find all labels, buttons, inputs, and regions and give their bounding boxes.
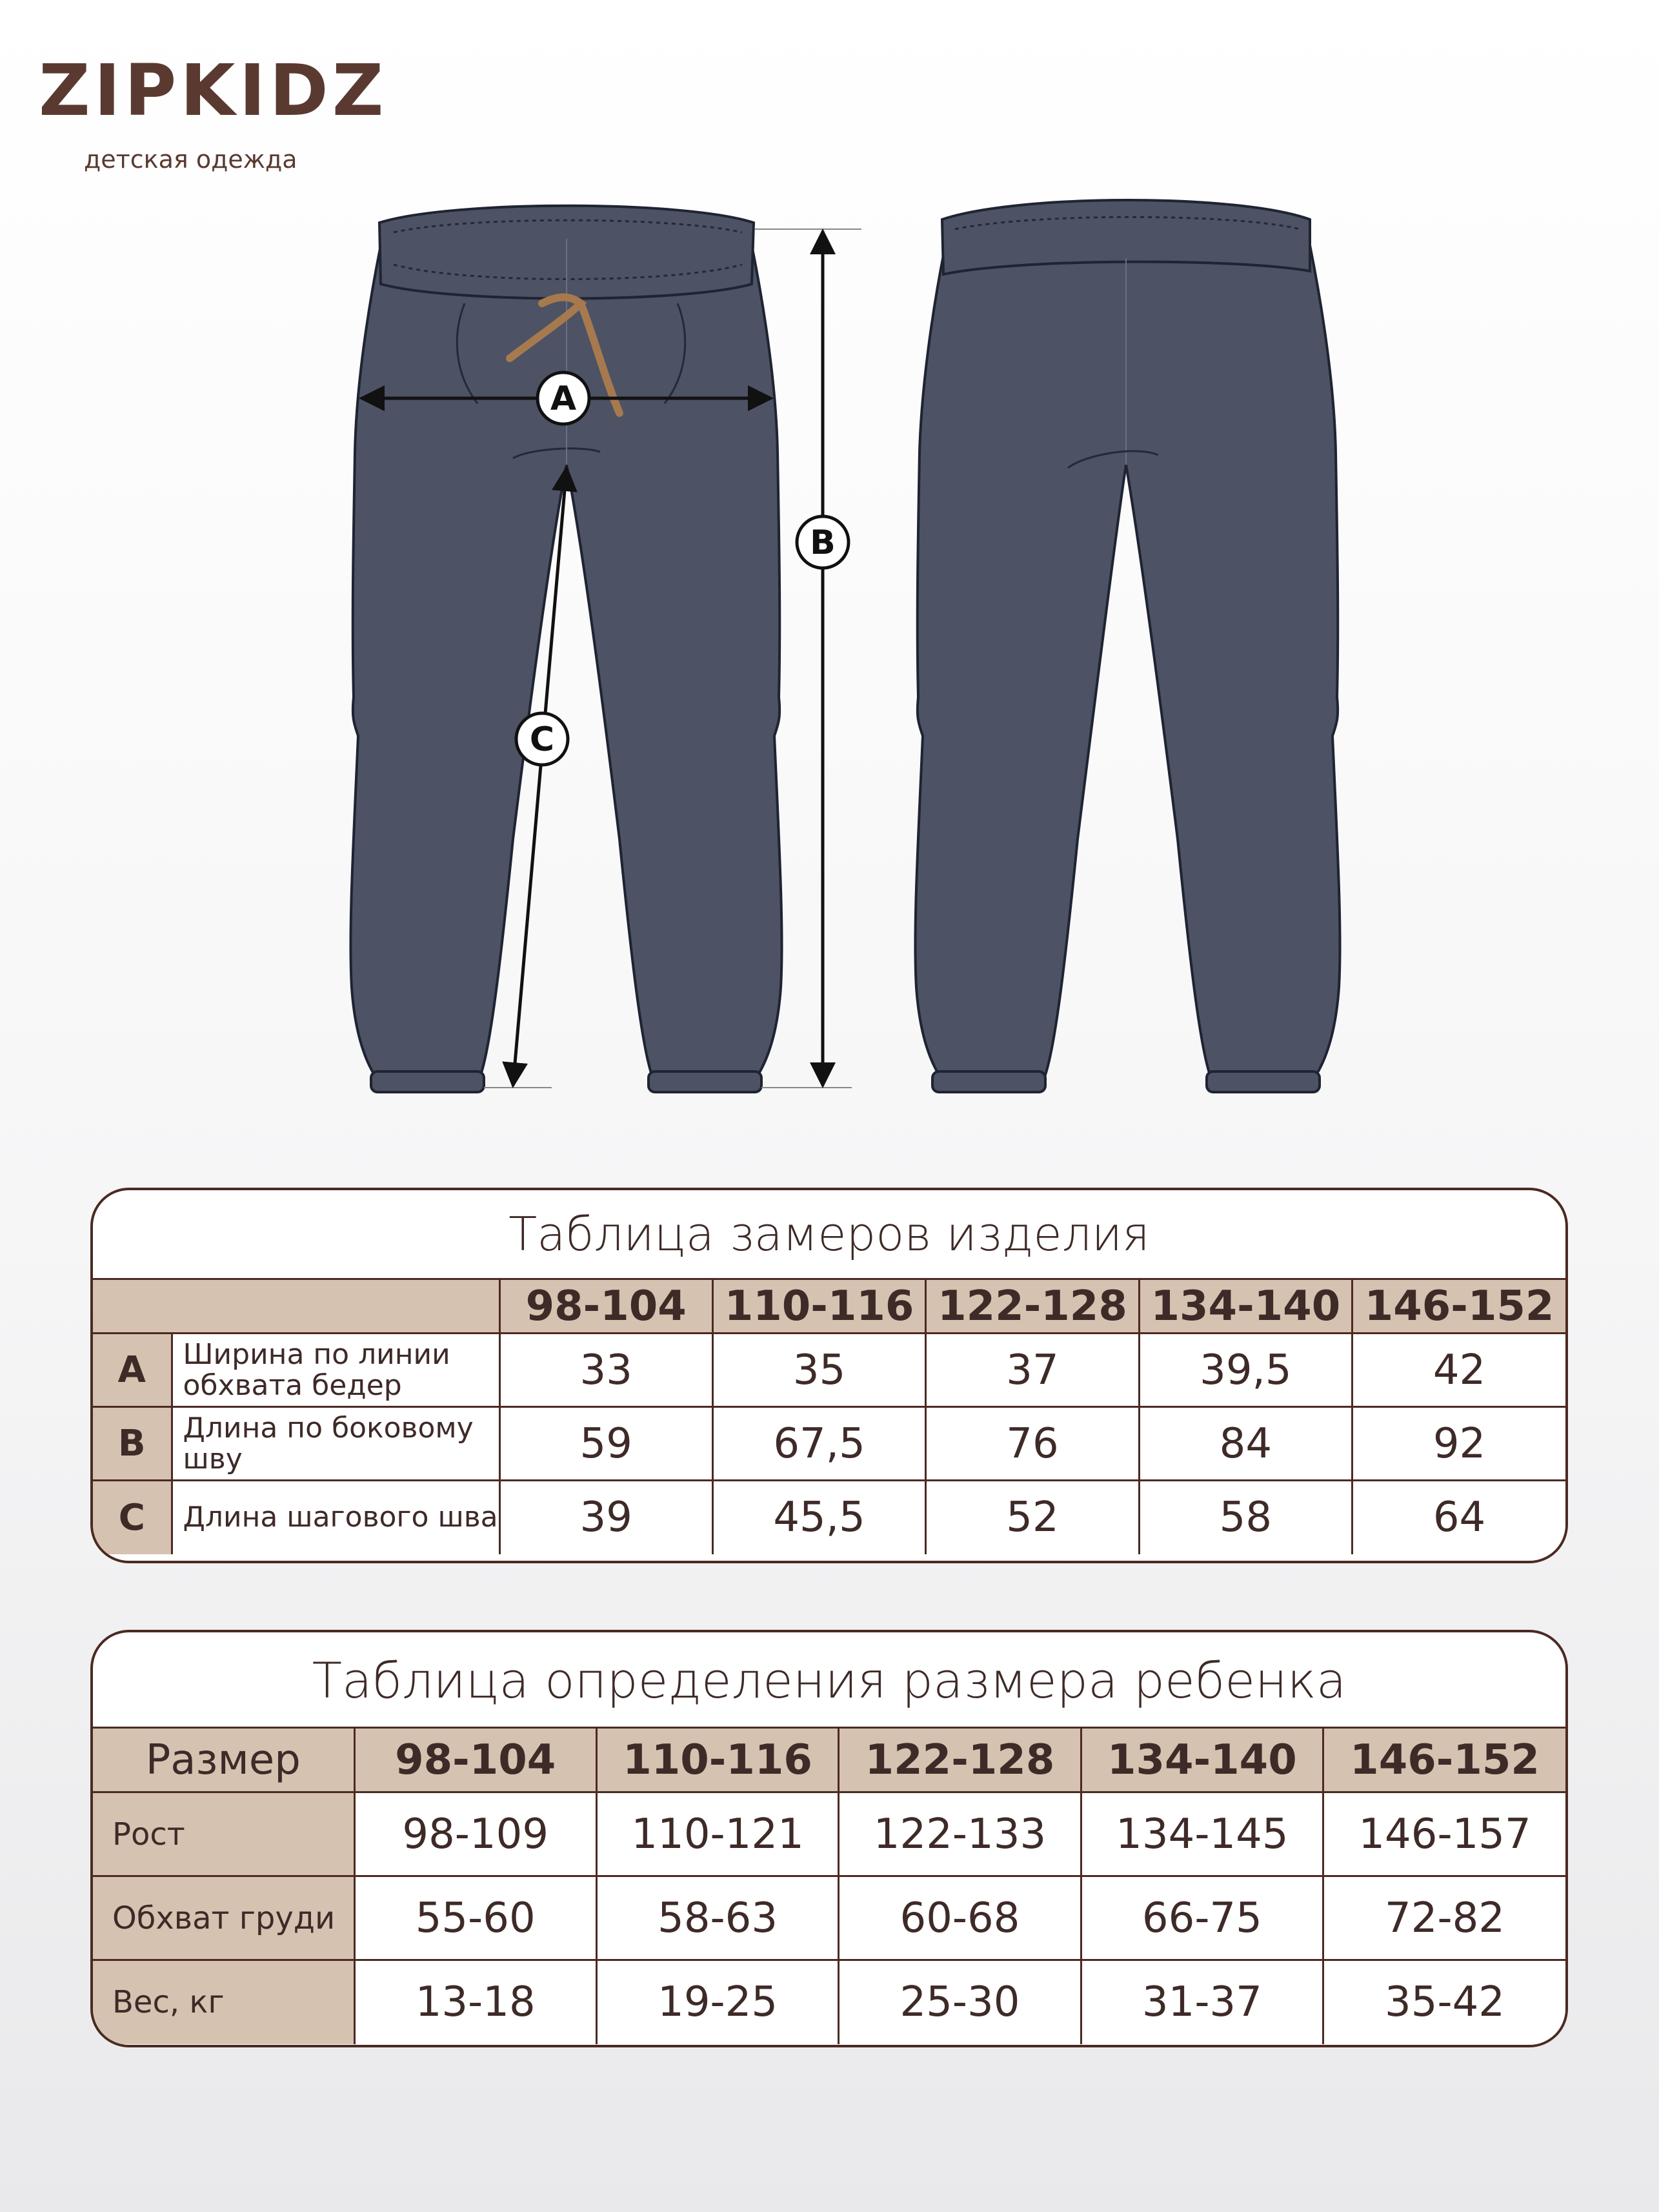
measurement-value: 67,5 [712,1407,925,1481]
measurement-value: 39 [499,1481,712,1554]
marker-a-label: A [550,380,577,418]
row-label: Обхват груди [93,1876,354,1960]
measurements-corner-cell [93,1279,499,1334]
table-row [93,1792,1565,1876]
size-value: 146-157 [1323,1792,1565,1876]
table-row [93,1481,1565,1554]
size-value: 60-68 [839,1876,1081,1960]
row-letter: C [93,1481,172,1554]
size-value: 98-109 [354,1792,596,1876]
brand-logo [39,49,388,174]
size-value: 25-30 [839,1960,1081,2044]
row-label: Вес, кг [93,1960,354,2044]
measurement-value: 33 [499,1334,712,1407]
table-row [93,1876,1565,1960]
measurement-value: 42 [1352,1334,1565,1407]
size-header: 146-152 [1352,1279,1565,1334]
logo-wordmark: ZIPKIDZ [39,49,388,132]
size-table-title: Таблица определения размера ребенка [312,1652,1347,1709]
measurements-table [93,1278,1565,1554]
measurement-value: 45,5 [712,1481,925,1554]
measurements-header-row [93,1279,1565,1334]
row-label: Ширина по линии обхвата бедер [172,1334,499,1407]
measurements-table-title: Таблица замеров изделия [508,1207,1150,1261]
size-value: 134-145 [1081,1792,1323,1876]
size-value: 55-60 [354,1876,596,1960]
measurement-value: 52 [926,1481,1139,1554]
size-header: 98-104 [354,1728,596,1792]
measurement-value: 58 [1139,1481,1352,1554]
measurement-value: 76 [926,1407,1139,1481]
marker-b-label: B [810,523,836,562]
marker-c-label: C [529,720,555,759]
logo-tagline: детская одежда [84,145,297,174]
row-label: Рост [93,1792,354,1876]
pants-front-view [350,206,781,1092]
row-letter: B [93,1407,172,1481]
measurement-value: 92 [1352,1407,1565,1481]
size-value: 31-37 [1081,1960,1323,2044]
measurement-value: 39,5 [1139,1334,1352,1407]
size-value: 122-133 [839,1792,1081,1876]
size-value: 19-25 [596,1960,838,2044]
measurement-value: 59 [499,1407,712,1481]
size-header: 110-116 [712,1279,925,1334]
measurement-value: 64 [1352,1481,1565,1554]
size-table [93,1727,1565,2044]
size-header: 146-152 [1323,1728,1565,1792]
size-header-label: Размер [93,1728,354,1792]
row-letter: A [93,1334,172,1407]
table-row [93,1407,1565,1481]
size-value: 35-42 [1323,1960,1565,2044]
size-header: 134-140 [1139,1279,1352,1334]
size-header: 122-128 [926,1279,1139,1334]
measurements-table-card [90,1188,1568,1563]
row-label: Длина шагового шва [172,1481,499,1554]
pants-technical-drawing [0,181,1659,1117]
measurement-value: 84 [1139,1407,1352,1481]
size-value: 13-18 [354,1960,596,2044]
size-header: 134-140 [1081,1728,1323,1792]
measurement-value: 35 [712,1334,925,1407]
table-row [93,1334,1565,1407]
size-header: 122-128 [839,1728,1081,1792]
size-header: 110-116 [596,1728,838,1792]
size-value: 72-82 [1323,1876,1565,1960]
size-value: 66-75 [1081,1876,1323,1960]
measurement-value: 37 [926,1334,1139,1407]
back-body [915,245,1340,1075]
size-value: 58-63 [596,1876,838,1960]
size-value: 110-121 [596,1792,838,1876]
size-header-row [93,1728,1565,1792]
size-header: 98-104 [499,1279,712,1334]
size-table-card [90,1630,1568,2047]
pants-back-view [915,200,1340,1092]
row-label: Длина по боковому шву [172,1407,499,1481]
table-row [93,1960,1565,2044]
